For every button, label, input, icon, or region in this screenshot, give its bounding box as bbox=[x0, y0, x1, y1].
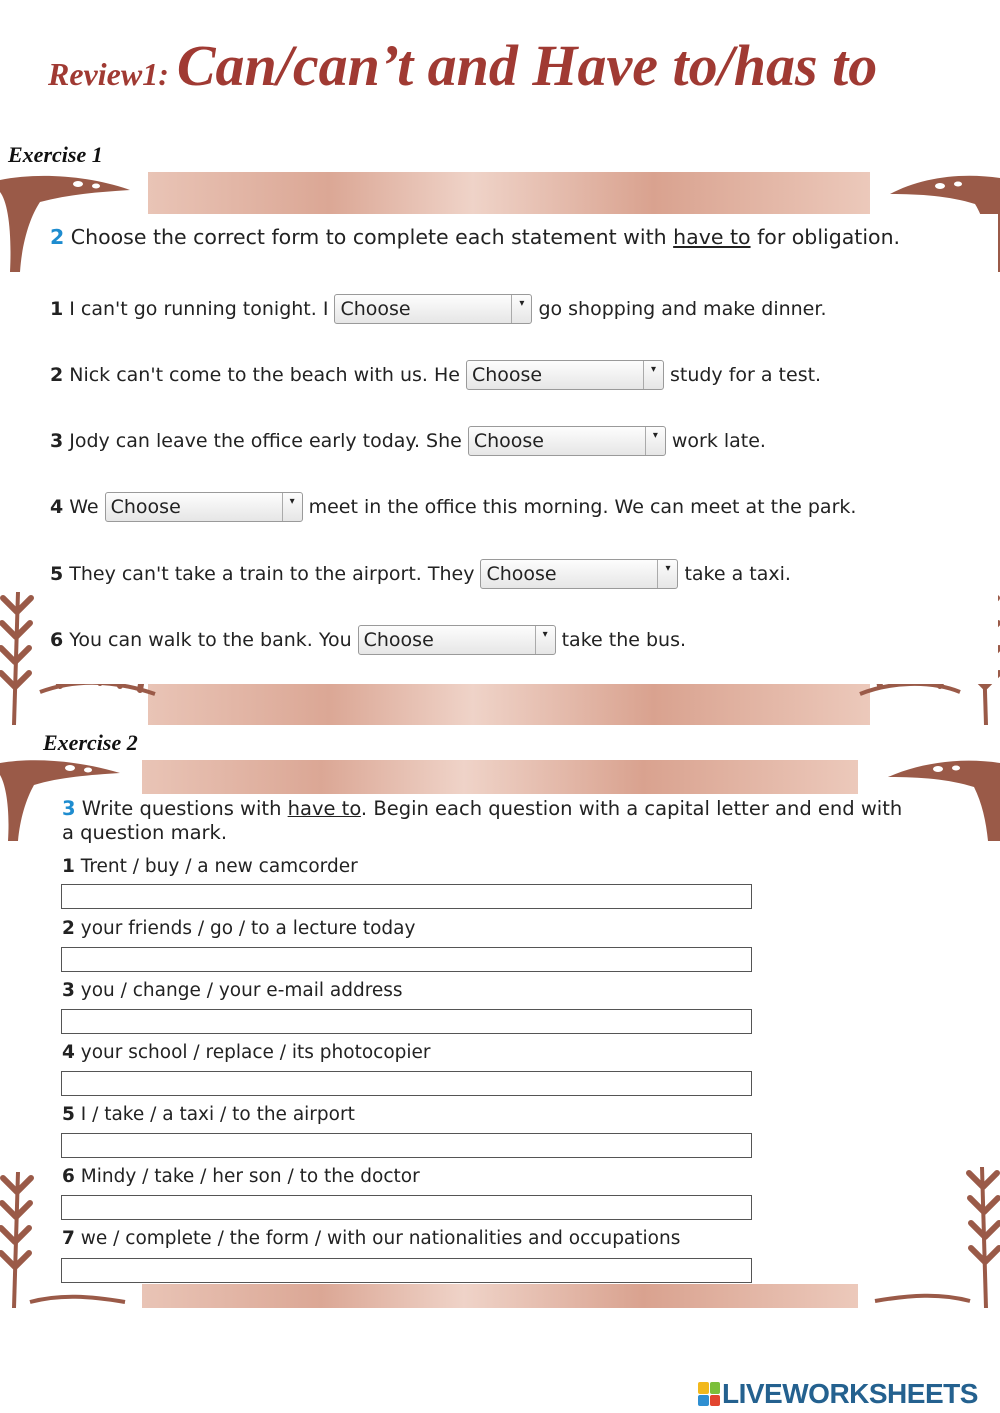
dropdown-arrow-icon: ▾ bbox=[535, 626, 555, 654]
prompt-text: 2 your friends / go / to a lecture today bbox=[62, 918, 416, 939]
question-row: 2 Nick can't come to the beach with us. He Choose ▾ study for a test. bbox=[50, 360, 821, 390]
prompt-text: 5 I / take / a taxi / to the airport bbox=[62, 1104, 355, 1125]
answer-dropdown[interactable]: Choose ▾ bbox=[334, 294, 532, 324]
logo-icon bbox=[698, 1382, 720, 1406]
exercise-2-label: Exercise 2 bbox=[43, 730, 138, 755]
logo-text: LIVEWORKSHEETS bbox=[722, 1378, 978, 1409]
exercise-1-panel bbox=[0, 172, 1000, 725]
answer-input[interactable] bbox=[61, 884, 752, 909]
answer-dropdown[interactable]: Choose ▾ bbox=[358, 625, 556, 655]
answer-dropdown[interactable]: Choose ▾ bbox=[480, 559, 678, 589]
question-row: 1 I can't go running tonight. I Choose ▾ go shopping and make dinner. bbox=[50, 294, 826, 324]
title-main: Can/can’t and Have to/has to bbox=[176, 33, 878, 98]
prompt-text: 4 your school / replace / its photocopier bbox=[62, 1042, 431, 1063]
answer-input[interactable] bbox=[61, 1071, 752, 1096]
answer-dropdown[interactable]: Choose ▾ bbox=[468, 426, 666, 456]
page-title bbox=[48, 32, 877, 99]
exercise-1-label: Exercise 1 bbox=[8, 142, 103, 167]
exercise-number: 3 bbox=[62, 797, 76, 820]
answer-input[interactable] bbox=[61, 1195, 752, 1220]
exercise-2-instruction-line2: a question mark. bbox=[62, 821, 228, 844]
question-row: 4 We Choose ▾ meet in the office this morning. We can meet at the park. bbox=[50, 492, 856, 522]
question-row: 3 Jody can leave the office early today. She Choose ▾ work late. bbox=[50, 426, 766, 456]
dropdown-arrow-icon: ▾ bbox=[643, 361, 663, 389]
prompt-text: 1 Trent / buy / a new camcorder bbox=[62, 856, 358, 877]
exercise-1-instruction: 2 Choose the correct form to complete each statement with have to for obligation. bbox=[50, 225, 901, 249]
decor-band-bottom bbox=[148, 684, 870, 725]
dropdown-arrow-icon: ▾ bbox=[645, 427, 665, 455]
answer-input[interactable] bbox=[61, 947, 752, 972]
dropdown-arrow-icon: ▾ bbox=[282, 493, 302, 521]
answer-dropdown[interactable]: Choose ▾ bbox=[466, 360, 664, 390]
title-prefix: Review1: bbox=[48, 56, 177, 92]
decor-band-bottom bbox=[142, 1284, 858, 1308]
prompt-text: 6 Mindy / take / her son / to the doctor bbox=[62, 1166, 420, 1187]
prompt-text: 7 we / complete / the form / with our nationalities and occupations bbox=[62, 1228, 681, 1249]
answer-dropdown[interactable]: Choose ▾ bbox=[105, 492, 303, 522]
exercise-2-panel bbox=[0, 757, 1000, 1308]
question-row: 6 You can walk to the bank. You Choose ▾ take the bus. bbox=[50, 625, 686, 655]
prompt-text: 3 you / change / your e-mail address bbox=[62, 980, 403, 1001]
dropdown-arrow-icon: ▾ bbox=[511, 295, 531, 323]
decor-band-top bbox=[142, 760, 858, 794]
decor-band-top bbox=[148, 172, 870, 218]
liveworksheets-logo bbox=[698, 1378, 978, 1410]
answer-input[interactable] bbox=[61, 1133, 752, 1158]
exercise-2-instruction: 3 Write questions with have to. Begin each question with a capital letter and end with bbox=[62, 797, 903, 820]
question-row: 5 They can't take a train to the airport. They Choose ▾ take a taxi. bbox=[50, 559, 791, 589]
dropdown-arrow-icon: ▾ bbox=[657, 560, 677, 588]
answer-input[interactable] bbox=[61, 1258, 752, 1283]
answer-input[interactable] bbox=[61, 1009, 752, 1034]
exercise-number: 2 bbox=[50, 225, 65, 249]
